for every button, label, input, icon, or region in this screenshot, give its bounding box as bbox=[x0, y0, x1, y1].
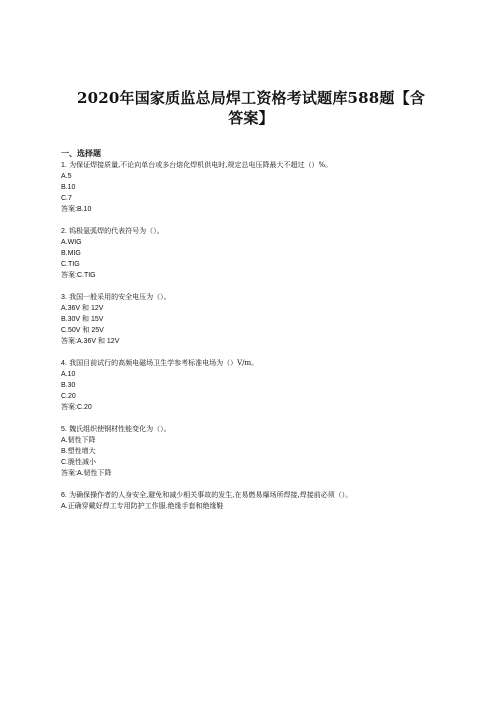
question-6-number: 6. bbox=[61, 492, 67, 499]
question-2-answer: 答案:C.TIG bbox=[61, 272, 96, 279]
question-6 bbox=[61, 490, 441, 512]
question-5 bbox=[61, 424, 441, 479]
question-2-option-b: B.MIG bbox=[61, 250, 81, 257]
question-2-number: 2. bbox=[61, 228, 67, 235]
question-4-answer: 答案:C.20 bbox=[61, 404, 92, 411]
question-1-option-c: C.7 bbox=[61, 195, 72, 202]
question-3-option-a: A.36V 和 12V bbox=[61, 305, 104, 312]
question-2-option-c: C.TIG bbox=[61, 261, 80, 268]
question-1-stem bbox=[61, 160, 441, 171]
question-2-text: 钨极氩弧焊的代表符号为（）。 bbox=[69, 227, 164, 235]
question-6-text: 为确保操作者的人身安全,避免和减少相关事故的发生,在易燃易爆场所焊接,焊接前必须（）。 bbox=[69, 491, 353, 499]
question-4-stem bbox=[61, 358, 441, 369]
question-3-option-c: C.50V 和 25V bbox=[61, 327, 104, 334]
question-2 bbox=[61, 226, 441, 281]
document-title-line-1: 2020年国家质监总局焊工资格考试题库588题【含 bbox=[76, 89, 426, 107]
question-5-option-a: A.韧性下降 bbox=[61, 437, 96, 444]
question-3-stem bbox=[61, 292, 441, 303]
question-6-stem bbox=[61, 490, 441, 501]
question-1-answer: 答案:B.10 bbox=[61, 206, 92, 213]
question-1 bbox=[61, 160, 441, 215]
question-1-number: 1. bbox=[61, 162, 67, 169]
question-4-option-c: C.20 bbox=[61, 393, 76, 400]
question-1-option-a: A.5 bbox=[61, 173, 72, 180]
question-5-answer: 答案:A.韧性下降 bbox=[61, 470, 112, 477]
document-title bbox=[61, 88, 441, 128]
document-title-line-2: 答案】 bbox=[228, 109, 274, 127]
question-3-text: 我国一般采用的安全电压为（）。 bbox=[69, 293, 171, 301]
question-5-option-c: C.脆性减小 bbox=[61, 459, 96, 466]
question-5-number: 5. bbox=[61, 426, 67, 433]
question-1-option-b: B.10 bbox=[61, 184, 76, 191]
question-3-option-b: B.30V 和 15V bbox=[61, 316, 104, 323]
question-4-text: 我国目前试行的高频电磁场卫生学参考标准电场为（）V/m。 bbox=[69, 359, 259, 367]
question-3-number: 3. bbox=[61, 294, 67, 301]
question-2-stem bbox=[61, 226, 441, 237]
question-5-text: 魏氏组织使钢材性能变化为（）。 bbox=[69, 425, 171, 433]
question-2-option-a: A.WIG bbox=[61, 239, 82, 246]
question-1-text: 为保证焊接质量,不论向单台或多台熔化焊机供电时,规定总电压降最大不超过（）%。 bbox=[69, 161, 333, 169]
section-title: 一、选择题 bbox=[61, 149, 101, 158]
question-4-option-a: A.10 bbox=[61, 371, 76, 378]
question-6-option-a: A.正确穿戴好焊工专用防护工作服.绝缘手套和绝缘鞋 bbox=[61, 503, 224, 510]
question-3-answer: 答案:A.36V 和 12V bbox=[61, 338, 120, 345]
question-5-option-b: B.塑性增大 bbox=[61, 448, 96, 455]
question-5-stem bbox=[61, 424, 441, 435]
question-3 bbox=[61, 292, 441, 347]
question-4-number: 4. bbox=[61, 360, 67, 367]
question-4-option-b: B.30 bbox=[61, 382, 76, 389]
question-4 bbox=[61, 358, 441, 413]
